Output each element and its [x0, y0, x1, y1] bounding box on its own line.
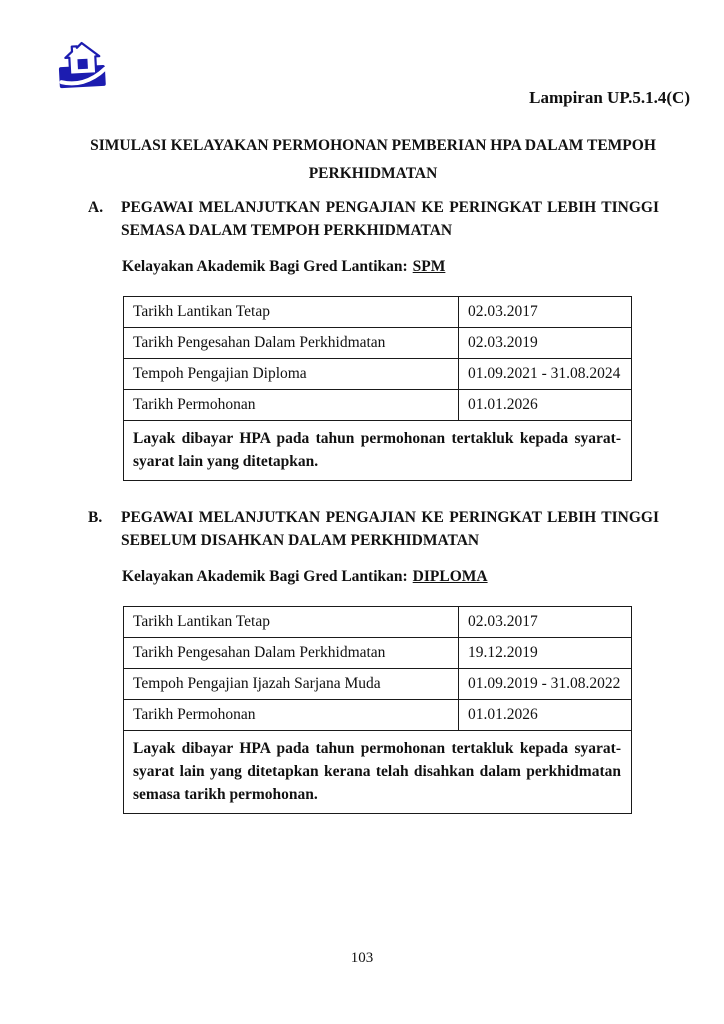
row-label: Tarikh Lantikan Tetap [124, 607, 459, 638]
logo-house-window [77, 59, 88, 70]
table-row [124, 669, 632, 700]
table-note-row [124, 731, 632, 814]
row-label: Tarikh Permohonan [124, 390, 459, 421]
row-label: Tempoh Pengajian Diploma [124, 359, 459, 390]
row-value: 02.03.2019 [459, 328, 632, 359]
document-title [88, 132, 658, 188]
row-value: 01.01.2026 [459, 700, 632, 731]
table-row [124, 638, 632, 669]
table-row [124, 607, 632, 638]
lampiran-reference: Lampiran UP.5.1.4(C) [529, 88, 690, 107]
table-row [124, 390, 632, 421]
section-a-heading-text: PEGAWAI MELANJUTKAN PENGAJIAN KE PERINGKAT LEBIH TINGGI SEMASA DALAM TEMPOH PERKHIDMATAN [121, 199, 659, 239]
row-value: 19.12.2019 [459, 638, 632, 669]
eligibility-note: Layak dibayar HPA pada tahun permohonan tertakluk kepada syarat-syarat lain yang ditetapkan. [124, 421, 632, 481]
section-b-label: B. [88, 509, 103, 526]
table-row [124, 359, 632, 390]
row-value: 01.01.2026 [459, 390, 632, 421]
table-row [124, 297, 632, 328]
section-a-table [123, 296, 632, 481]
row-label: Tarikh Permohonan [124, 700, 459, 731]
row-label: Tarikh Pengesahan Dalam Perkhidmatan [124, 638, 459, 669]
row-label: Tempoh Pengajian Ijazah Sarjana Muda [124, 669, 459, 700]
section-b-heading [88, 506, 659, 552]
eligibility-note: Layak dibayar HPA pada tahun permohonan tertakluk kepada syarat-syarat lain yang ditetapkan kerana telah disahkan dalam perkhidmatan semasa tarikh permohonan. [124, 731, 632, 814]
row-label: Tarikh Lantikan Tetap [124, 297, 459, 328]
section-a-subheading [122, 258, 445, 276]
section-b-table [123, 606, 632, 814]
row-label: Tarikh Pengesahan Dalam Perkhidmatan [124, 328, 459, 359]
house-logo-icon [56, 40, 110, 92]
row-value: 01.09.2019 - 31.08.2022 [459, 669, 632, 700]
section-a-label: A. [88, 199, 104, 216]
document-title-line2: PERKHIDMATAN [308, 165, 438, 182]
section-b-heading-text: PEGAWAI MELANJUTKAN PENGAJIAN KE PERINGKAT LEBIH TINGGI SEBELUM DISAHKAN DALAM PERKHIDMATAN [121, 509, 659, 549]
section-a-subheading-prefix: Kelayakan Akademik Bagi Gred Lantikan: [122, 258, 408, 275]
section-a-gred-lantikan-value: SPM [412, 258, 446, 275]
document-title-line1: SIMULASI KELAYAKAN PERMOHONAN PEMBERIAN HPA DALAM TEMPOH [90, 137, 656, 154]
row-value: 01.09.2021 - 31.08.2024 [459, 359, 632, 390]
section-b-gred-lantikan-value: DIPLOMA [412, 568, 488, 585]
section-b-subheading [122, 568, 488, 586]
section-b-subheading-prefix: Kelayakan Akademik Bagi Gred Lantikan: [122, 568, 408, 585]
table-row [124, 328, 632, 359]
table-row [124, 700, 632, 731]
row-value: 02.03.2017 [459, 607, 632, 638]
section-a-heading [88, 196, 659, 242]
row-value: 02.03.2017 [459, 297, 632, 328]
page-number: 103 [350, 950, 374, 966]
table-note-row [124, 421, 632, 481]
logo-house-outline [65, 42, 101, 75]
